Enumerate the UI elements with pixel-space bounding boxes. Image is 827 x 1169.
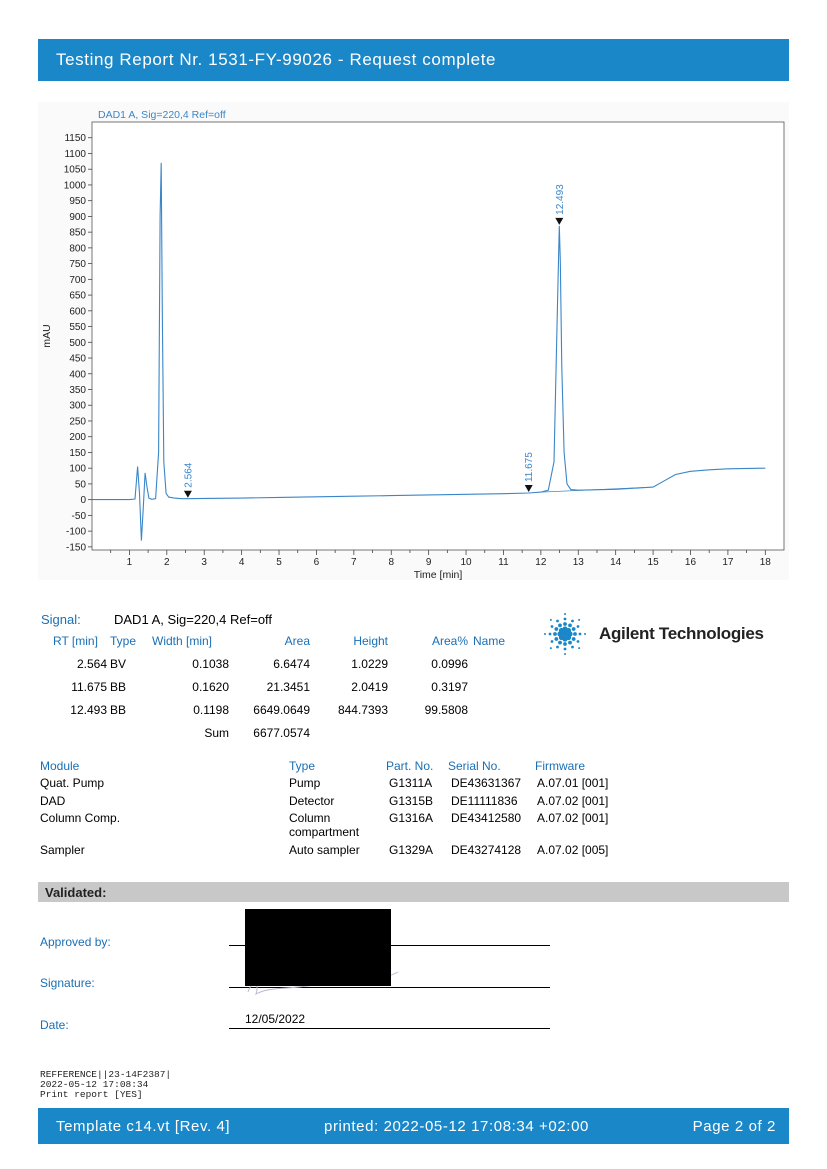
print-report-note: Print report [YES]	[40, 1089, 143, 1100]
spark-dot	[564, 613, 566, 615]
peak-2-type: BB	[110, 680, 127, 694]
x-tick-label: 9	[425, 557, 432, 568]
module-2-firmware: A.07.02 [001]	[537, 794, 609, 808]
y-tick-label: 550	[69, 322, 86, 334]
signature-label: Signature:	[40, 976, 95, 990]
x-tick-label: 7	[351, 557, 357, 568]
redaction-block	[245, 909, 391, 986]
module-4-type: Auto sampler	[289, 843, 360, 857]
peak-1-areapct: 0.0996	[431, 657, 468, 671]
spark-dot	[564, 618, 567, 621]
validated-heading: Validated:	[45, 885, 107, 900]
peak-header-name: Name	[473, 634, 506, 648]
x-tick-label: 4	[238, 557, 245, 568]
spark-dot	[572, 637, 576, 641]
spark-dot	[568, 641, 572, 645]
y-tick-label: 850	[69, 227, 86, 239]
module-4-name: Sampler	[40, 843, 85, 857]
y-tick-label: 250	[69, 416, 86, 428]
x-tick-label: 18	[759, 557, 771, 568]
date-value: 12/05/2022	[245, 1012, 306, 1026]
spark-dot	[551, 625, 554, 628]
spark-dot	[544, 633, 546, 635]
x-tick-label: 14	[610, 557, 622, 568]
plot-area	[92, 122, 784, 550]
x-tick-label: 11	[498, 557, 509, 568]
y-tick-label: 150	[69, 447, 86, 459]
x-tick-label: 6	[313, 557, 320, 568]
spark-dot	[571, 646, 574, 649]
peak-3-rt: 12.493	[70, 703, 107, 717]
y-tick-label: 700	[69, 274, 86, 286]
y-tick-label: 200	[69, 432, 86, 444]
peak-3-height: 844.7393	[337, 703, 388, 717]
module-4-part: G1329A	[389, 843, 434, 857]
y-tick-label: 950	[69, 196, 86, 208]
y-tick-label: -50	[71, 510, 86, 522]
module-1-name: Quat. Pump	[40, 776, 105, 790]
footer-printed: printed: 2022-05-12 17:08:34 +02:00	[324, 1118, 589, 1135]
spark-dot	[573, 632, 577, 636]
x-tick-label: 16	[684, 557, 697, 568]
peak-header-rt: RT [min]	[53, 634, 98, 648]
spark-dot	[553, 632, 557, 636]
y-tick-label: 350	[69, 385, 86, 396]
spark-dot	[579, 633, 582, 636]
signal-value: DAD1 A, Sig=220,4 Ref=off	[114, 612, 273, 627]
module-1-type: Pump	[289, 776, 321, 790]
report-footer	[38, 1108, 789, 1144]
module-header-firmware: Firmware	[535, 759, 585, 773]
spark-dot	[563, 622, 567, 626]
x-tick-label: 10	[460, 557, 472, 568]
peak-3-areapct: 99.5808	[424, 703, 468, 717]
module-1-serial: DE43631367	[451, 776, 522, 790]
agilent-spark-icon	[541, 610, 589, 658]
x-axis-label: Time [min]	[413, 569, 463, 580]
y-tick-label: -150	[65, 542, 86, 554]
spark-dot	[584, 633, 586, 635]
y-axis-label: mAU	[41, 324, 53, 348]
y-tick-label: 100	[69, 463, 86, 475]
y-tick-label: 50	[74, 479, 86, 491]
module-header-type: Type	[289, 759, 316, 773]
peak-label: 12.493	[554, 184, 566, 215]
module-3-serial: DE43412580	[451, 811, 522, 825]
peak-header-width: Width [min]	[152, 634, 213, 648]
module-3-type: Column compartment	[289, 811, 360, 839]
signal-label: Signal:	[41, 612, 81, 627]
module-2-name: DAD	[40, 794, 66, 808]
spark-dot	[568, 623, 572, 627]
agilent-logo-text: Agilent Technologies	[599, 624, 764, 643]
module-1-part: G1311A	[389, 776, 433, 790]
module-2-part: G1315B	[389, 794, 434, 808]
spark-dot	[571, 620, 574, 623]
y-tick-label: 500	[69, 337, 86, 349]
peak-2-width: 0.1620	[192, 680, 229, 694]
spark-dot	[549, 633, 552, 636]
approved-by-label: Approved by:	[40, 935, 111, 949]
x-tick-label: 15	[647, 557, 659, 568]
peak-sum-label: Sum	[204, 726, 229, 740]
y-tick-label: 750	[69, 259, 86, 271]
peak-2-rt: 11.675	[71, 680, 107, 694]
y-tick-label: 900	[69, 211, 86, 223]
peak-sum-value: 6677.0574	[253, 726, 310, 740]
module-2-serial: DE11111836	[451, 794, 518, 808]
y-tick-label: 650	[69, 290, 86, 302]
chromatogram-svg	[38, 102, 789, 580]
y-tick-label: 0	[80, 495, 86, 507]
x-tick-label: 12	[535, 557, 547, 568]
module-2-type: Detector	[289, 794, 335, 808]
x-tick-label: 3	[201, 557, 207, 568]
x-tick-label: 17	[722, 557, 734, 568]
y-tick-label: 1050	[63, 164, 86, 176]
module-3-firmware: A.07.02 [001]	[537, 811, 609, 825]
chart-title: DAD1 A, Sig=220,4 Ref=off	[98, 109, 226, 121]
x-tick-label: 5	[276, 557, 282, 568]
y-tick-label: 450	[69, 353, 86, 365]
module-3-part: G1316A	[389, 811, 434, 825]
peak-header-type: Type	[110, 634, 137, 648]
spark-dot	[554, 637, 558, 641]
peak-3-area: 6649.0649	[253, 703, 310, 717]
spark-dot	[558, 641, 562, 645]
peak-label: 11.675	[524, 452, 536, 483]
y-tick-label: 1100	[64, 148, 86, 160]
footer-template: Template c14.vt [Rev. 4]	[56, 1118, 231, 1135]
spark-center	[562, 631, 568, 637]
y-tick-label: 300	[69, 400, 86, 412]
peak-1-width: 0.1038	[192, 657, 229, 671]
module-3-name: Column Comp.	[40, 811, 121, 825]
spark-dot	[551, 640, 554, 643]
reference-note: REFFERENCE||23-14F2387|	[40, 1069, 172, 1080]
x-tick-label: 2	[164, 557, 170, 568]
peak-2-area: 21.3451	[266, 680, 310, 694]
module-header-module: Module	[40, 759, 80, 773]
spark-dot	[572, 627, 576, 631]
peak-header-height: Height	[353, 634, 388, 648]
x-tick-label: 1	[126, 557, 133, 568]
spark-dot	[558, 623, 562, 627]
peak-label: 2.564	[183, 462, 195, 488]
module-header-serial: Serial No.	[448, 759, 501, 773]
module-4-firmware: A.07.02 [005]	[537, 843, 609, 857]
module-header-part: Part. No.	[386, 759, 434, 773]
peak-1-rt: 2.564	[76, 657, 107, 671]
spark-dot	[577, 625, 580, 628]
spark-dot	[554, 627, 558, 631]
date-label: Date:	[40, 1018, 69, 1032]
y-tick-label: -100	[65, 526, 86, 538]
spark-dot	[550, 619, 552, 621]
report-title: Testing Report Nr. 1531-FY-99026 - Request complete	[56, 50, 497, 69]
peak-1-area: 6.6474	[273, 657, 310, 671]
peak-header-area: Area	[284, 634, 310, 648]
x-tick-label: 13	[572, 557, 584, 568]
y-tick-label: 600	[69, 306, 86, 318]
peak-2-areapct: 0.3197	[431, 680, 468, 694]
y-tick-label: 1150	[64, 133, 86, 145]
spark-dot	[564, 653, 566, 655]
footer-page: Page 2 of 2	[692, 1118, 776, 1135]
spark-dot	[564, 648, 567, 651]
chromatogram	[38, 102, 789, 580]
peak-3-width: 0.1198	[193, 703, 229, 717]
peak-2-height: 2.0419	[351, 680, 388, 694]
report-header	[38, 39, 789, 81]
module-4-serial: DE43274128	[451, 843, 522, 857]
y-tick-label: 800	[69, 243, 86, 255]
module-1-firmware: A.07.01 [001]	[537, 776, 609, 790]
spark-dot	[563, 642, 567, 646]
spark-dot	[556, 620, 559, 623]
peak-3-type: BB	[110, 703, 127, 717]
peak-1-height: 1.0229	[351, 657, 388, 671]
y-tick-label: 1000	[63, 180, 86, 192]
spark-dot	[556, 646, 559, 649]
spark-dot	[577, 640, 580, 643]
spark-dot	[578, 619, 580, 621]
spark-dot	[578, 647, 580, 649]
spark-dot	[550, 647, 552, 649]
timestamp-note: 2022-05-12 17:08:34	[40, 1079, 149, 1090]
peak-header-areapct: Area%	[431, 634, 468, 648]
x-tick-label: 8	[388, 557, 395, 568]
peak-1-type: BV	[110, 657, 127, 671]
y-tick-label: 400	[69, 369, 86, 381]
date-line[interactable]	[229, 1028, 550, 1029]
validated-section-bar	[38, 882, 789, 902]
